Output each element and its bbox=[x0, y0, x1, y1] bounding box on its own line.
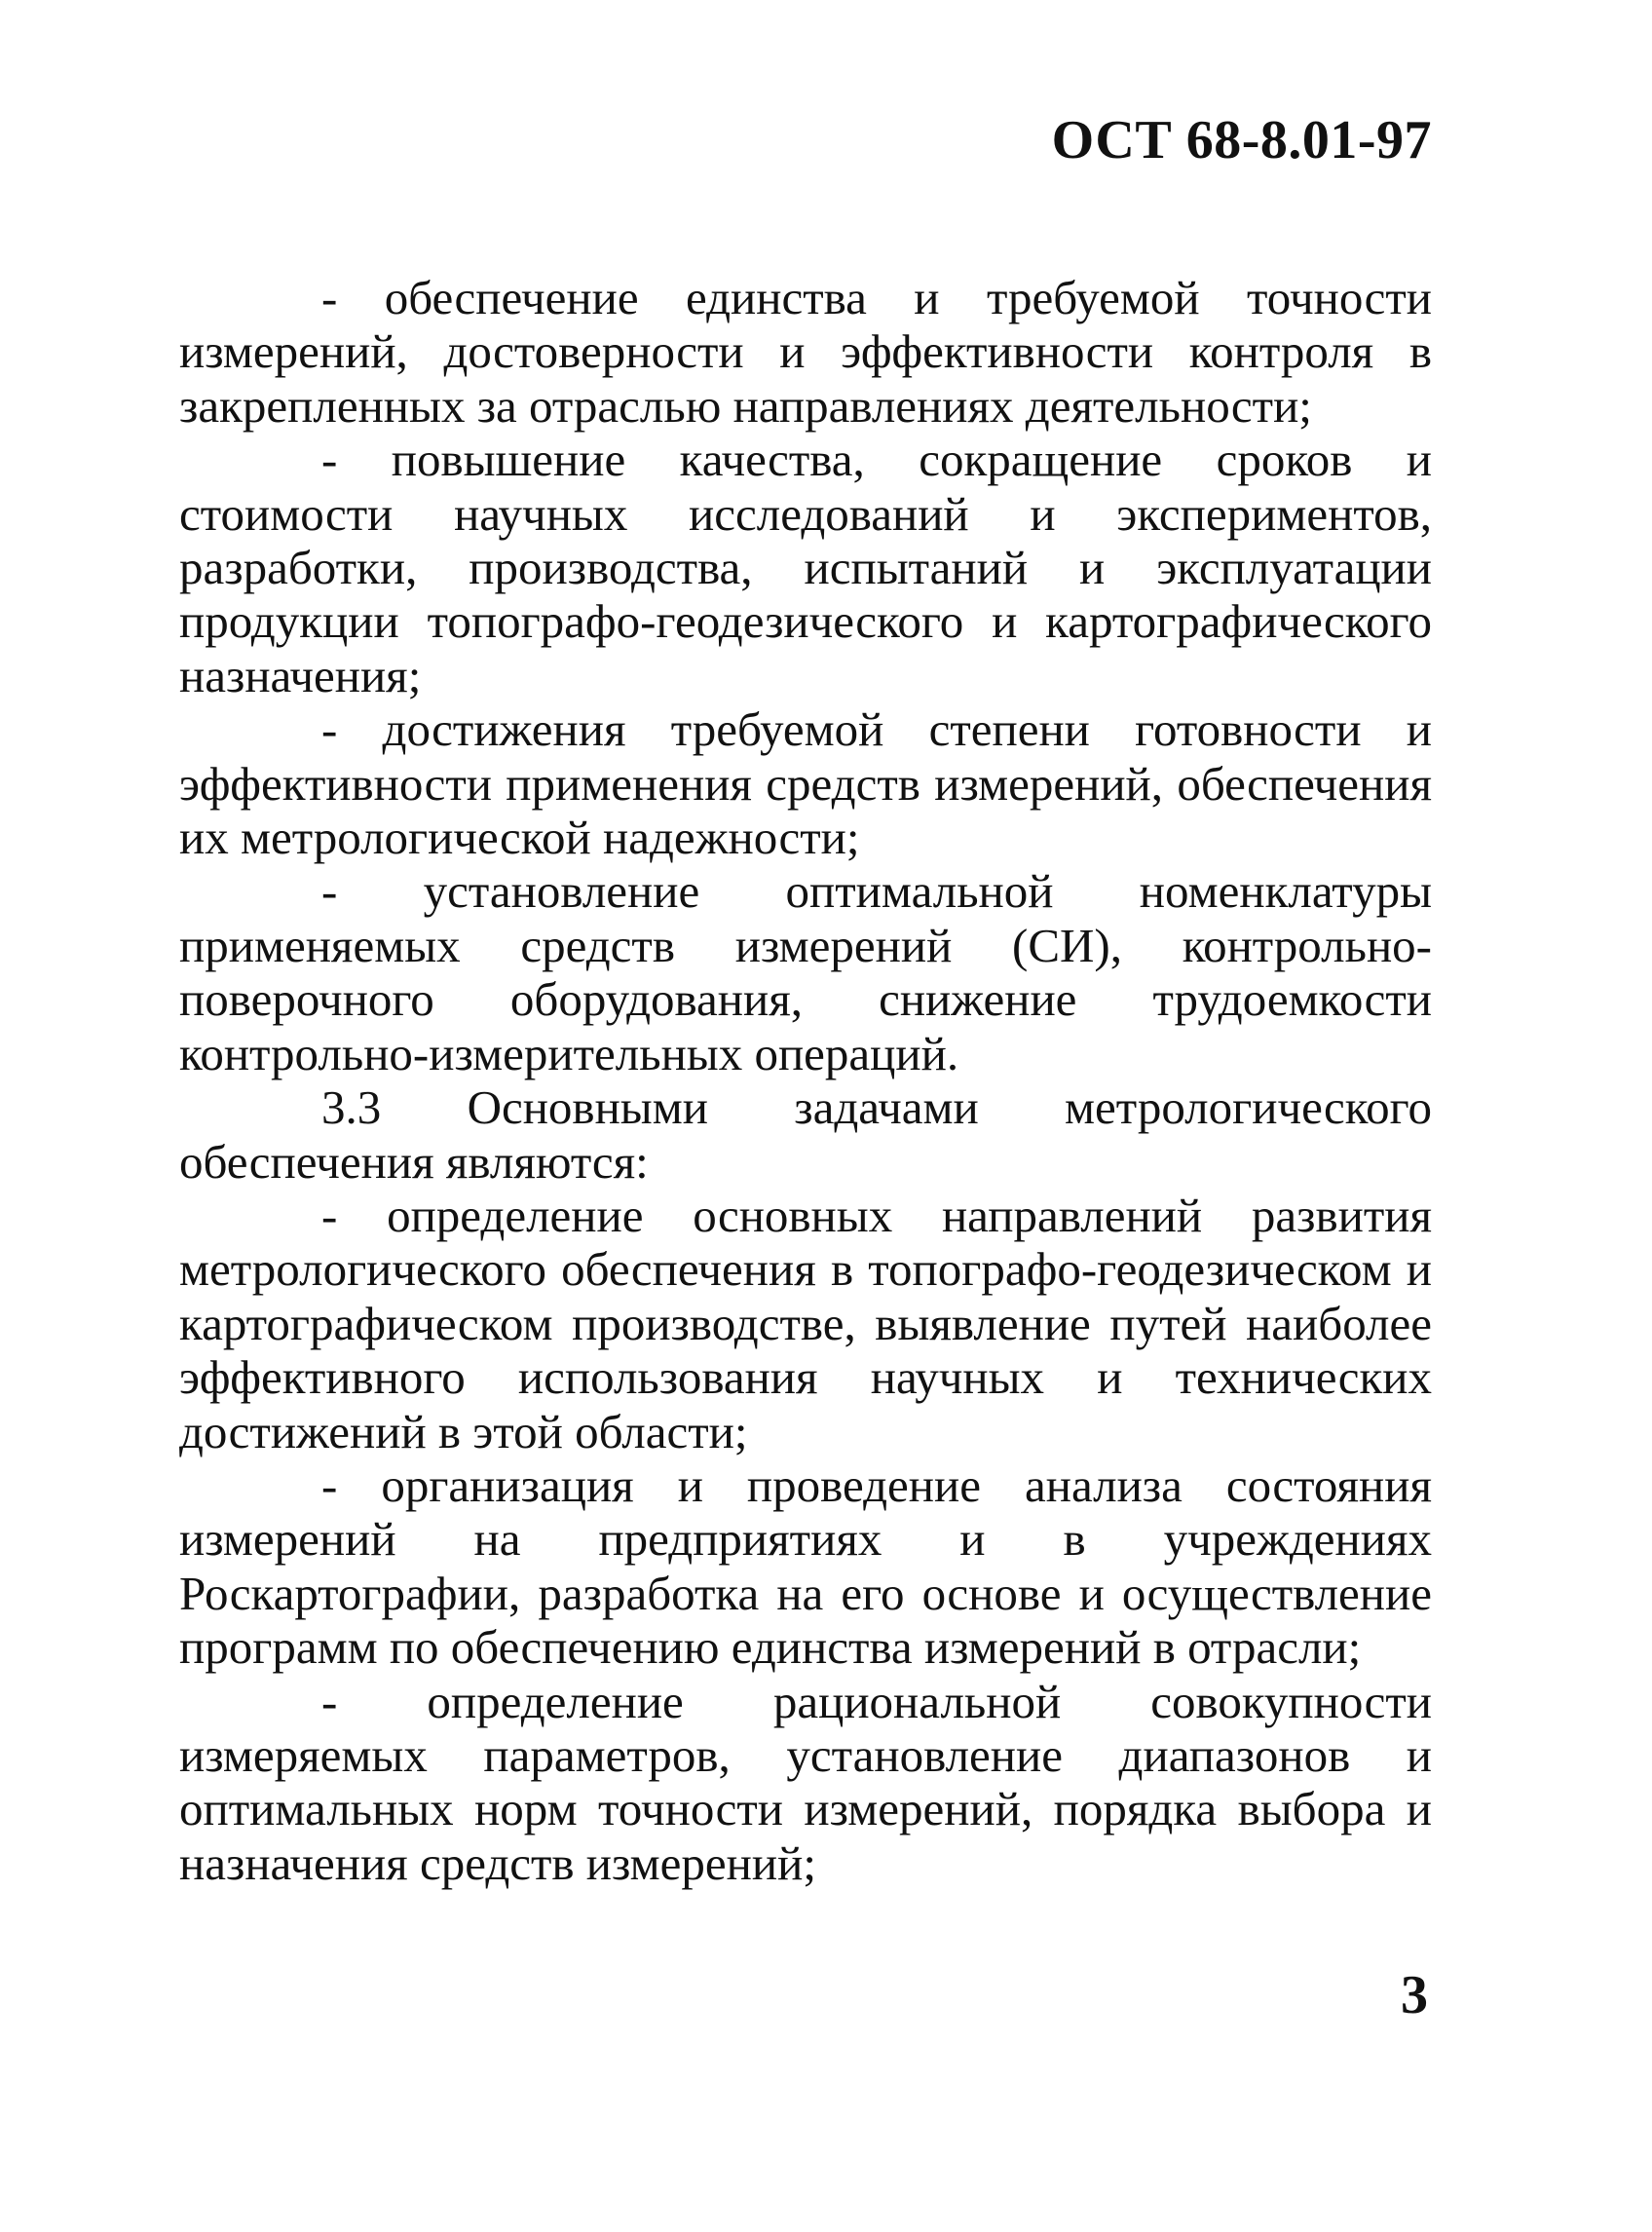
paragraph-main-directions: - определение основных направлений развития метрологического обеспечения в топографо-геодезическом и картографическом производстве, выявление путей наиболее эффективного использования научных и технических достижений в этой области; bbox=[179, 1188, 1432, 1458]
page-number: 3 bbox=[1401, 1965, 1428, 2025]
body-text bbox=[179, 271, 1432, 1890]
paragraph-unity-accuracy: - обеспечение единства и требуемой точности измерений, достоверности и эффективности контроля в закрепленных за отраслью направлениях деятельности; bbox=[179, 271, 1432, 433]
paragraph-nomenclature: - установление оптимальной номенклатуры применяемых средств измерений (СИ), контрольно-поверочного оборудования, снижение трудоемкости контрольно-измерительных операций. bbox=[179, 864, 1432, 1080]
paragraph-analysis: - организация и проведение анализа состояния измерений на предприятиях и в учреждениях Роскартографии, разработка на его основе и осуществление программ по обеспечению единства измерений в отрасли; bbox=[179, 1457, 1432, 1675]
paragraph-quality-improvement: - повышение качества, сокращение сроков и стоимости научных исследований и экспериментов, разработки, производства, испытаний и эксплуатации продукции топографо-геодезического и картографического назначения; bbox=[179, 433, 1432, 702]
paragraph-parameters: - определение рациональной совокупности измеряемых параметров, установление диапазонов и оптимальных норм точности измерений, порядка выбора и назначения средств измерений; bbox=[179, 1674, 1432, 1890]
paragraph-readiness: - достижения требуемой степени готовности и эффективности применения средств измерений, обеспечения их метрологической надежности; bbox=[179, 702, 1432, 865]
paragraph-section-3-3: 3.3 Основными задачами метрологического обеспечения являются: bbox=[179, 1080, 1432, 1189]
document-code-header: ОСТ 68-8.01-97 bbox=[1051, 110, 1432, 170]
